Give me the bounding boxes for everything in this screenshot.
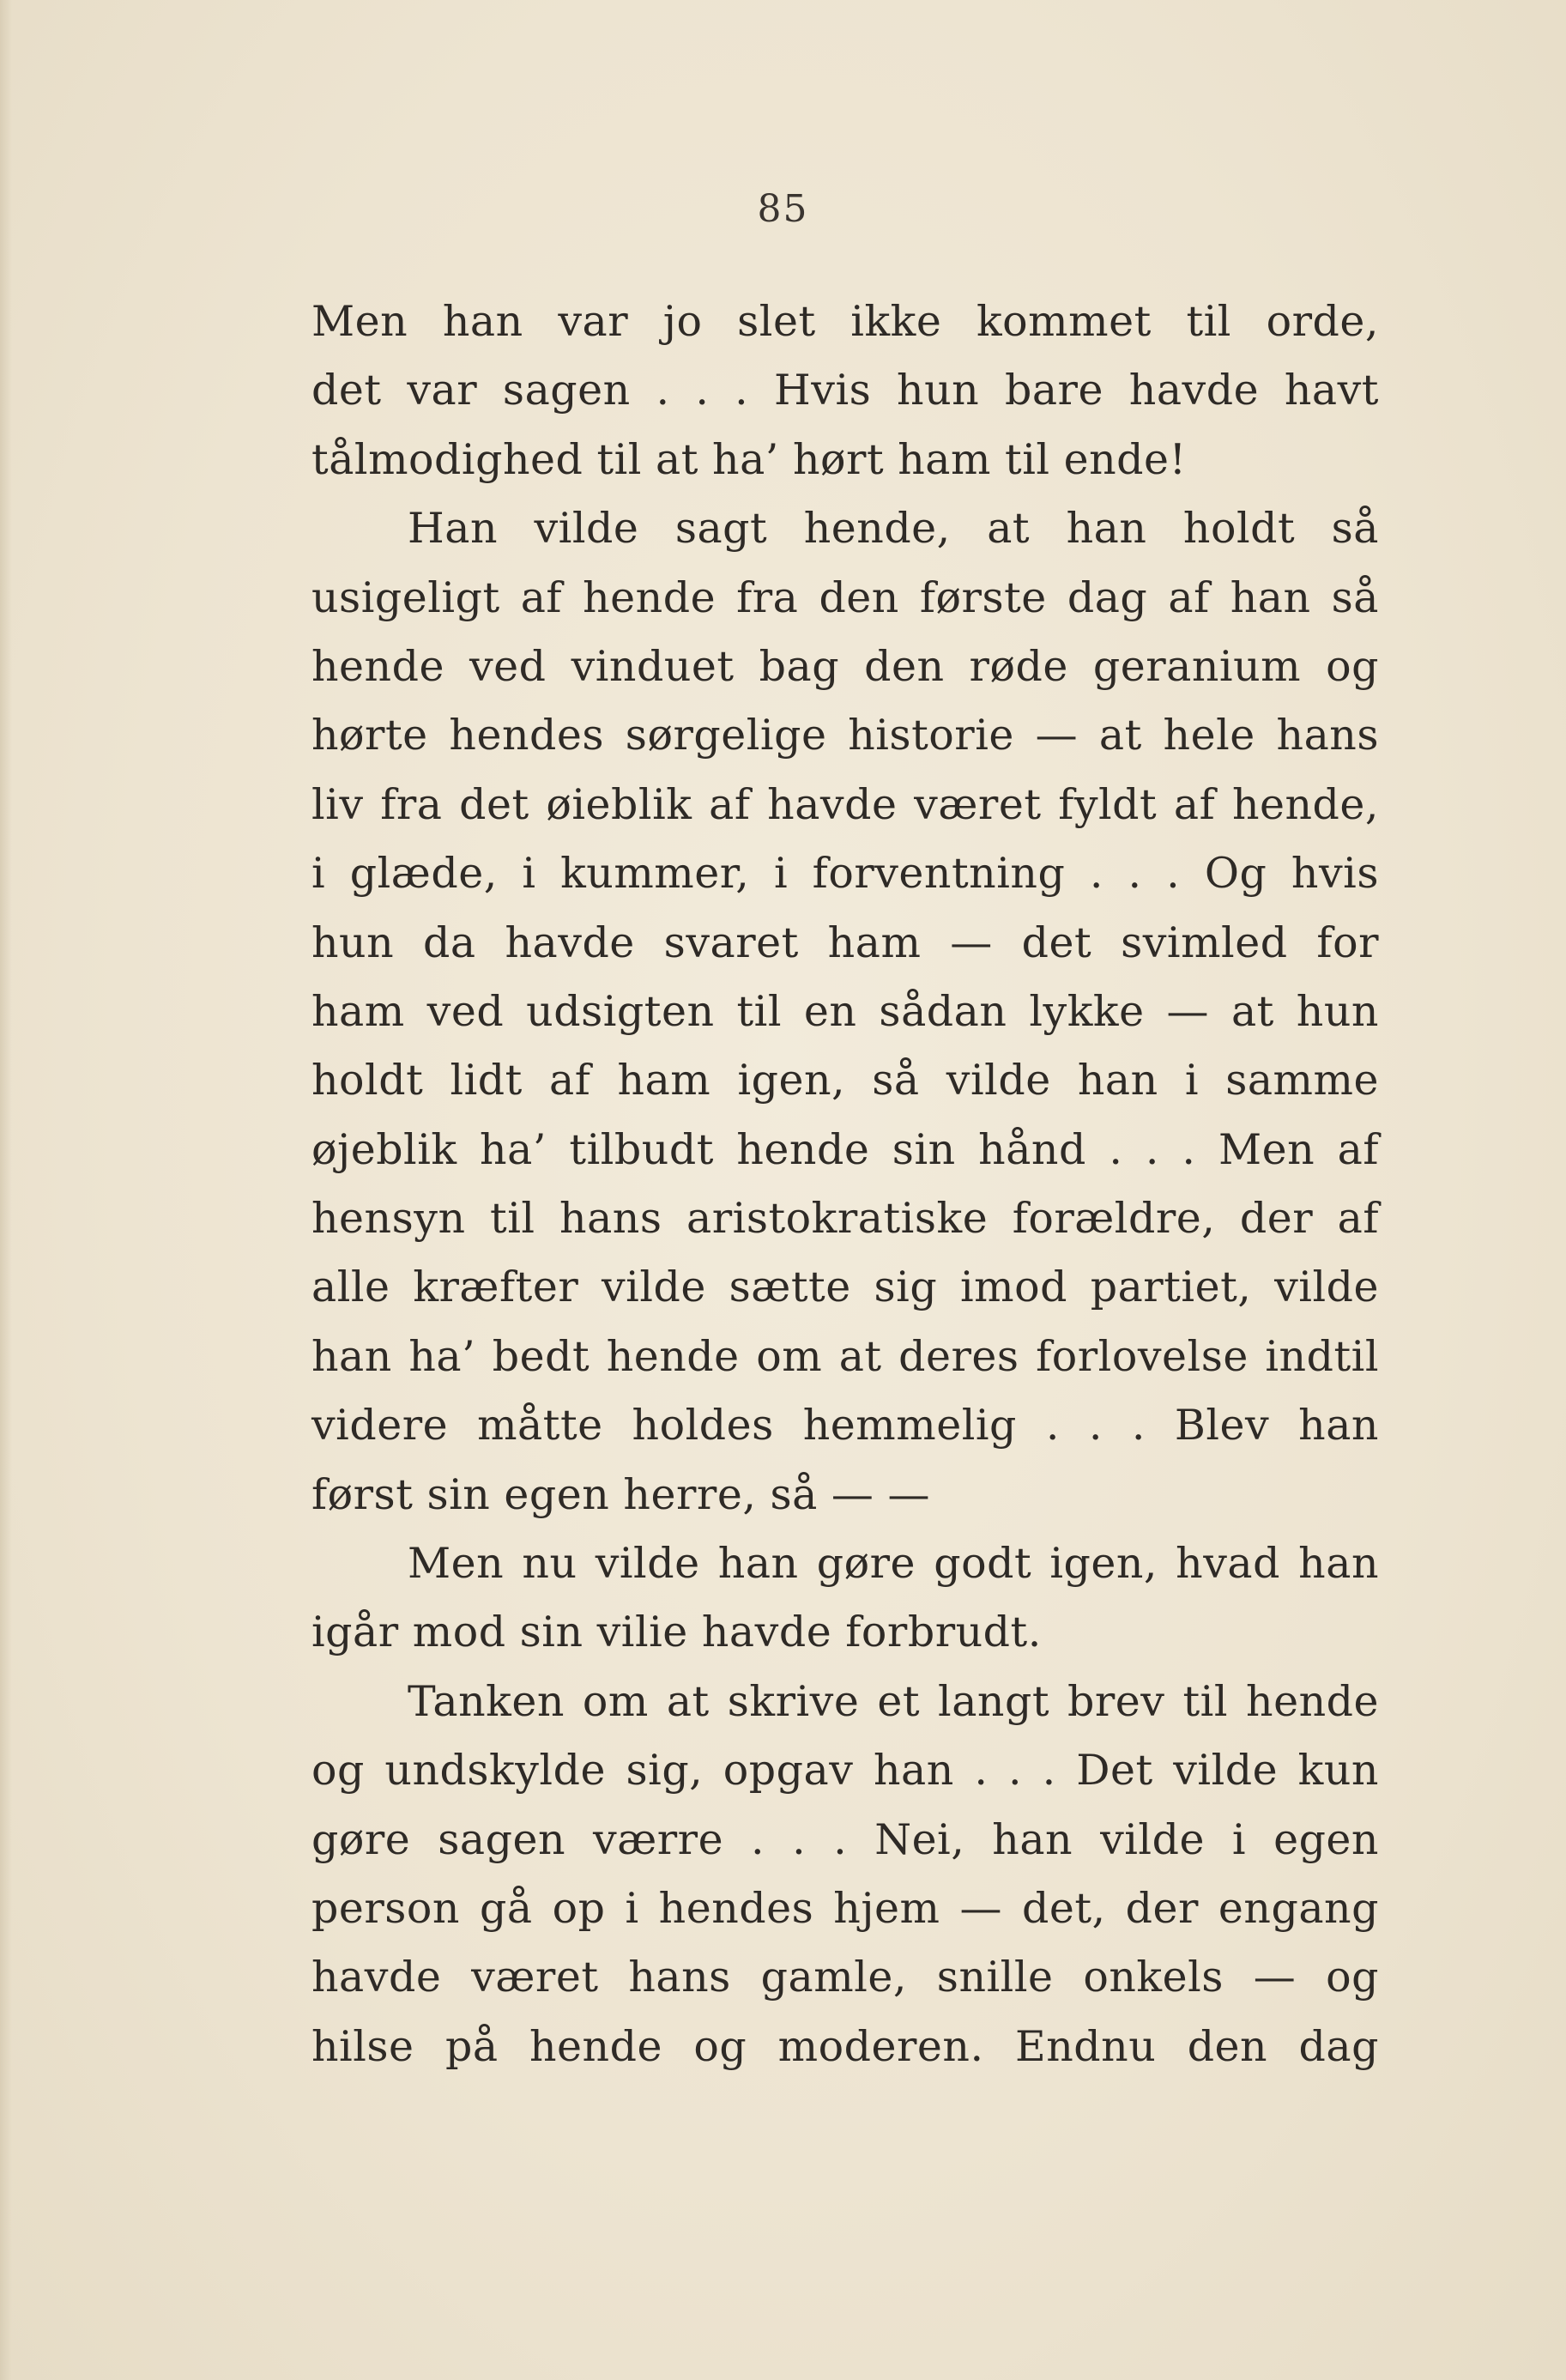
text-line: hensyn til hans aristokratiske forældre, der af [311,1194,1379,1244]
text-line: hørte hendes sørgelige historie — at hele hans [311,711,1379,760]
text-line: hilse på hende og moderen. Endnu den dag [311,2021,1379,2071]
text-line: Men nu vilde han gøre godt igen, hvad han [408,1539,1379,1589]
text-line: havde været hans gamle, snille onkels — og [311,1953,1379,2002]
text-line: videre måtte holdes hemmelig . . . Blev han [311,1401,1379,1450]
text-line: hende ved vinduet bag den røde geranium og [311,641,1379,691]
text-line: hun da havde svaret ham — det svimled for [311,917,1379,967]
text-line: igår mod sin vilie havde forbrudt. [311,1608,1042,1657]
text-line: ham ved udsigten til en sådan lykke — at hun [311,986,1379,1036]
text-line: gøre sagen værre . . . Nei, han vilde i egen [311,1814,1379,1864]
text-line: tålmodighed til at ha’ hørt ham til ende! [311,434,1187,484]
text-line: Han vilde sagt hende, at han holdt så [408,504,1379,554]
text-line: person gå op i hendes hjem — det, der engang [311,1883,1379,1933]
text-line: det var sagen . . . Hvis hun bare havde havt [311,366,1379,415]
text-line: liv fra det øieblik af havde været fyldt af hende, [311,779,1379,829]
page-edge-shadow [0,0,12,2380]
text-line: han ha’ bedt hende om at deres forlovelse indtil [311,1331,1379,1381]
text-line: og undskylde sig, opgav han . . . Det vilde kun [311,1746,1379,1796]
text-line: usigeligt af hende fra den første dag af han så [311,572,1379,622]
text-line: i glæde, i kummer, i forventning . . . Og hvis [311,849,1379,899]
text-line: øjeblik ha’ tilbudt hende sin hånd . . . Men af [311,1124,1379,1174]
page-number: 85 [757,187,809,231]
text-line: Tanken om at skrive et langt brev til hende [408,1676,1379,1726]
body-text [311,288,1379,2081]
text-line: Men han var jo slet ikke kommet til orde, [311,297,1379,346]
text-line: alle kræfter vilde sætte sig imod partiet, vilde [311,1263,1379,1312]
text-line: holdt lidt af ham igen, så vilde han i samme [311,1056,1379,1105]
text-line: først sin egen herre, så — — [311,1469,930,1519]
